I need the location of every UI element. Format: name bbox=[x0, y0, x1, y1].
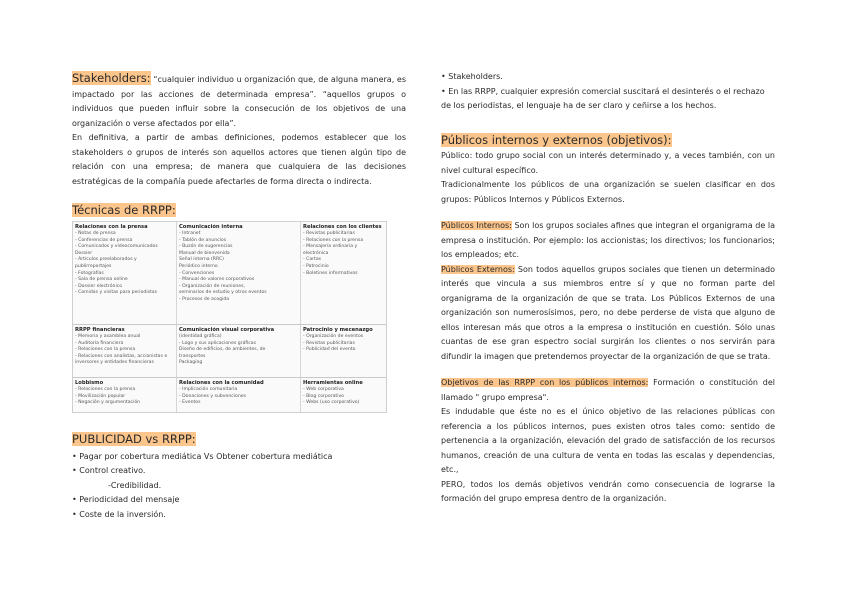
table-cell-line: - Artículos preelaborados y bbox=[75, 257, 137, 263]
table-cell-line: - Organización de reuniones, bbox=[179, 283, 245, 289]
list-item: • Periodicidad del mensaje bbox=[72, 495, 180, 504]
table-cell-line: - Movilización popular bbox=[75, 393, 126, 399]
publicidad-block bbox=[72, 431, 406, 522]
table-cell-title: RRPP financieras bbox=[75, 327, 125, 333]
table-cell-line: - Sala de prensa online bbox=[75, 277, 128, 283]
publico-classification: Tradicionalmente los públicos de una organización se suelen clasificar en dos grupos: Públicos Internos y Públicos Externos. bbox=[441, 180, 775, 204]
table-cell-line: - Revistas publicitarias bbox=[303, 231, 355, 236]
table-cell-title: Relaciones con los clientes bbox=[303, 224, 382, 230]
table-cell-line: - Implicación comunitaria bbox=[179, 387, 238, 392]
objetivos-label: Objetivos de las RRPP con los públicos internos: bbox=[441, 378, 649, 387]
intro-list bbox=[441, 70, 775, 114]
table-cell-line: - Cartas bbox=[303, 257, 322, 263]
table-cell-line: - Donaciones y subvenciones bbox=[179, 393, 246, 399]
table-cell-line: - Logo y sus aplicaciones gráficas bbox=[179, 340, 257, 346]
right-column bbox=[441, 70, 775, 507]
list-item: • Coste de la inversión. bbox=[72, 509, 166, 519]
table-cell-line: Señal interna (RRC) bbox=[179, 257, 224, 263]
objetivos-detail: Es indudable que éste no es el único objetivo de las relaciones públicas con referencia a los públicos internos, pues existen otros tales como: sentido de pertenencia a la organización, elevación del grado de satisfacción de los recursos humanos, creación de una cultura de venta en todas las escalas y dependencias, etc., bbox=[441, 407, 775, 474]
table-cell bbox=[75, 224, 174, 322]
table-cell-line: - Auditoría financiera bbox=[75, 340, 124, 346]
table-cell-line: - Publicidad del evento bbox=[303, 347, 356, 353]
list-item: • Pagar por cobertura mediática Vs Obtener cobertura mediática bbox=[72, 451, 333, 461]
table-cell-line: - Web corporativa bbox=[303, 387, 344, 392]
table-cell-line: - Organización de eventos bbox=[303, 334, 364, 339]
table-cell-title: Lobbismo bbox=[75, 380, 104, 386]
table-cell-line: - Memoria y asamblea anual bbox=[75, 334, 141, 339]
publicidad-heading: PUBLICIDAD vs RRPP: bbox=[72, 432, 196, 446]
table-cell-line: - Patrocinio bbox=[303, 263, 329, 269]
table-cell bbox=[75, 380, 174, 410]
table-cell-line: - Boletines informativos bbox=[303, 270, 358, 276]
stakeholders-conclusion: En definitiva, a partir de ambas definiciones, podemos establecer que los stakeholders o grupos de interés son aquellos actores que tienen algún tipo de relación con una empresa; de manera que cualquiera de las decisiones estratégicas de la compañía puede afectarles de forma directa o indirecta. bbox=[72, 133, 406, 186]
table-cell-line: - Relaciones con la prensa bbox=[75, 387, 136, 392]
stakeholders-paragraph bbox=[72, 70, 406, 131]
table-cell-line: - Notas de prensa bbox=[75, 231, 116, 236]
table-cell-line: - Eventos bbox=[179, 400, 201, 406]
table-cell-line: publirreportajes bbox=[75, 263, 112, 269]
table-cell-line: - Comunicados y videocomunicados bbox=[75, 244, 158, 250]
table-cell-title: Relaciones con la prensa bbox=[75, 224, 148, 230]
table-cell bbox=[303, 380, 383, 410]
stakeholders-heading: Stakeholders: bbox=[72, 71, 151, 85]
table-cell-line: Dossier bbox=[75, 250, 93, 256]
table-cell-title: Patrocinio y mecenazgo bbox=[303, 327, 373, 333]
table-cell-title: Comunicación interna bbox=[179, 224, 243, 230]
table-cell bbox=[303, 224, 383, 322]
table-cell-line: - Dossier electrónico bbox=[75, 283, 123, 289]
tecnicas-block bbox=[72, 202, 406, 220]
table-cell-line: - Webs (uso corporativo) bbox=[303, 400, 360, 406]
table-cell-line: - Revistas publicitarias bbox=[303, 340, 355, 346]
table-cell-title: Herramientas online bbox=[303, 380, 363, 386]
table-cell-line: - Intranet bbox=[179, 231, 201, 236]
table-cell-line: - Mensajería ordinaria y bbox=[303, 244, 358, 250]
table-cell-line: - Negación y argumentación bbox=[75, 400, 141, 406]
table-cell-line: - Manual de valores corporativos bbox=[179, 277, 255, 283]
publico-definition: Público: todo grupo social con un interés determinado y, a veces también, con un nivel cultural específico. bbox=[441, 151, 775, 175]
table-cell-line: - Tablón de anuncios bbox=[179, 237, 227, 243]
table-cell-line: Diseño de edificios, de ambientes, de bbox=[179, 347, 266, 353]
rrpp-techniques-table bbox=[72, 221, 387, 413]
table-cell bbox=[303, 327, 383, 375]
left-column bbox=[72, 70, 406, 189]
table-cell-line: - Relaciones con la prensa bbox=[75, 347, 136, 353]
table-cell-line: (identidad gráfica) bbox=[179, 334, 222, 339]
list-item: • Stakeholders. bbox=[441, 72, 503, 81]
table-cell-line: - Relaciones con la prensa bbox=[303, 237, 364, 243]
table-cell-line: electrónica bbox=[303, 250, 329, 256]
table-cell-line: - Buzón de sugerencias bbox=[179, 244, 233, 250]
list-item: • En las RRPP, cualquier expresión comercial suscitará el desinterés o el rechazo de los periodistas, el lenguaje ha de ser claro y ceñirse a los hechos. bbox=[441, 86, 765, 110]
objetivos-conclusion: PERO, todos los demás objetivos vendrán como consecuencia de lograrse la formación del grupo empresa dentro de la organización. bbox=[441, 479, 775, 503]
table-cell-line: - Comidas y visitas para periodistas bbox=[75, 290, 157, 296]
table-cell-line: inversores y entidades financieras bbox=[75, 360, 154, 366]
table-cell-line: Periódico interno bbox=[179, 263, 218, 269]
publicos-heading: Públicos internos y externos (objetivos): bbox=[441, 132, 672, 147]
stakeholders-definition: “cualquier individuo u organización que, de alguna manera, es impactado por las acciones de determinada empresa”. “aquellos grupos o individuos que pueden influir sobre la consecución de los objetivos de una organización o verse afectados por ella”. bbox=[72, 75, 406, 128]
table-cell-line: Manual de bienvenida bbox=[179, 250, 230, 256]
publicos-externos-label: Públicos Externos: bbox=[441, 264, 515, 274]
table-cell bbox=[179, 327, 298, 375]
table-cell-line: - Fotografías bbox=[75, 270, 104, 276]
table-cell-line: Packaging bbox=[179, 360, 203, 366]
publicos-externos-text: Son todos aquellos grupos sociales que tienen un determinado interés que vincula a sus miembros entre sí y que no forman parte del organigrama de la organización de que se trata. Los Públicos Externos de una organización son numerosísimos, pero, no debe perderse de vista que alguno de ellos interesan más que otros a la empresa o institución en cuestión. Sólo unas cuantas de ese gran espectro social surgirán los clientes o nos servirán para difundir la imagen que pretendemos proyectar de la organización de que se trata. bbox=[441, 264, 775, 361]
publicidad-list bbox=[72, 450, 406, 523]
table-cell bbox=[75, 327, 174, 375]
table-cell-title: Relaciones con la comunidad bbox=[179, 380, 264, 386]
table-cell-line: transportes bbox=[179, 353, 206, 359]
table-cell-line: - Relaciones con analistas, accionistas e bbox=[75, 353, 168, 359]
publicos-internos-label: Públicos Internos: bbox=[441, 221, 512, 230]
table-cell bbox=[179, 224, 298, 322]
table-cell-line: - Blog corporativo bbox=[303, 393, 344, 399]
table-cell-line: - Convenciones bbox=[179, 270, 215, 276]
publicos-externos-paragraph bbox=[441, 263, 775, 365]
table-cell-line: - Procesos de acogida bbox=[179, 296, 230, 302]
objetivos-text: Formación o constitución del llamado " grupo empresa". bbox=[441, 378, 775, 402]
publicos-internos-paragraph bbox=[441, 219, 775, 263]
tecnicas-heading: Técnicas de RRPP: bbox=[72, 203, 176, 217]
table-cell-line: seminarios de estudio y otros eventos bbox=[179, 290, 267, 296]
table-cell-title: Comunicación visual corporativa bbox=[179, 327, 275, 333]
objetivos-paragraph bbox=[441, 376, 775, 405]
list-item: -Credibilidad. bbox=[108, 480, 162, 490]
table-cell-line: - Conferencias de prensa bbox=[75, 237, 133, 243]
table-cell bbox=[179, 380, 298, 410]
publicos-internos-text: Son los grupos sociales afines que integran el organigrama de la empresa o institución. Por ejemplo: los accionistas; los directivos; los funcionarios; los empleados; etc. bbox=[441, 221, 775, 259]
list-item: • Control creativo. bbox=[72, 466, 146, 475]
